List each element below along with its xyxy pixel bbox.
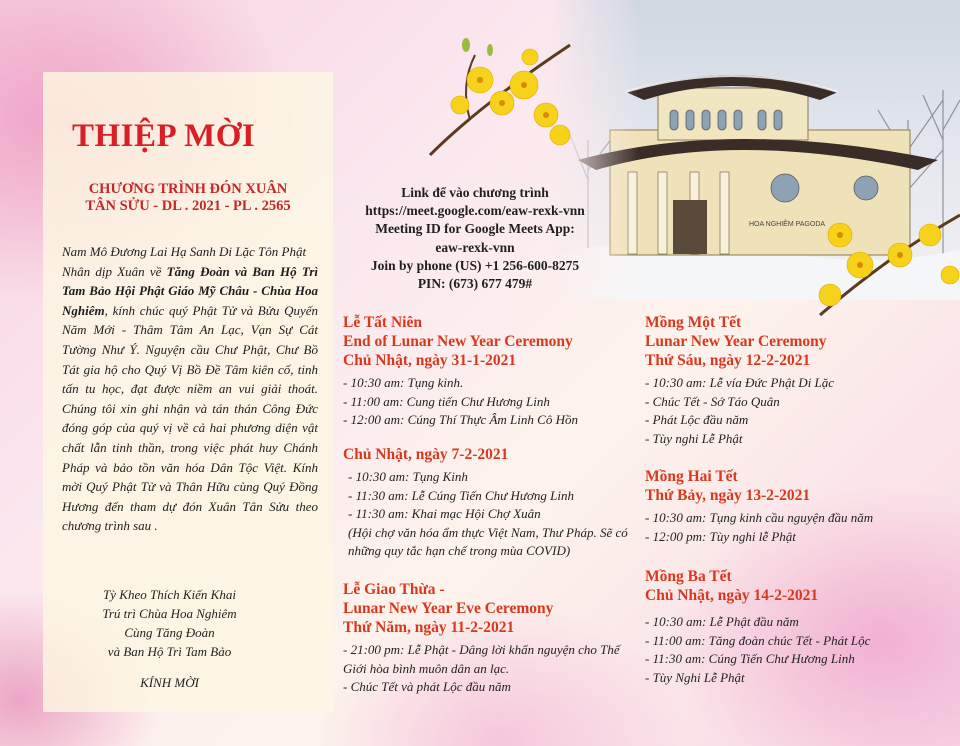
event-title: Lễ Tất Niên <box>343 314 422 331</box>
event-cn-7-2 <box>343 445 633 561</box>
program-heading <box>43 181 333 215</box>
list-item: - Tùy Nghi Lễ Phật <box>645 669 745 685</box>
list-item: - 11:30 am: Lễ Cúng Tiến Chư Hương Linh <box>348 487 574 503</box>
greeting-org-name: Tăng Đoàn và Ban Hộ Trì Tam Bảo Hội Phật Giáo Mỹ Châu - Chùa Hoa Nghiêm <box>62 263 319 318</box>
event-mong-mot <box>645 313 945 448</box>
list-item: - Tùy nghi Lễ Phật <box>645 430 743 446</box>
program-subtitle: TÂN SỬU - DL . 2021 - PL . 2565 <box>85 198 291 214</box>
link-label: Link để vào chương trình <box>401 185 549 200</box>
phone-line: Join by phone (US) +1 256-600-8275 <box>370 257 580 273</box>
signature-block <box>62 585 277 661</box>
event-title: Mồng Ba Tết <box>645 568 732 585</box>
list-item: - 10:30 am: Tụng Kinh <box>348 469 468 484</box>
online-link-block <box>345 184 605 293</box>
meeting-id-label: Meeting ID for Google Meets App: <box>375 221 575 237</box>
list-item: - 10:30 am: Lễ vía Đức Phật Di Lặc <box>645 375 835 390</box>
event-giao-thua <box>343 580 633 697</box>
greeting-body: Nhân dịp Xuân về Tăng Đoàn và Ban Hộ Trì Tam Bảo Hội Phật Giáo Mỹ Châu - Chùa Hoa Nghiêm, kính chúc quý Phật Tử và Bửu Quyến Năm Mới - Thâm Tâm An Lạc, Vạn Sự Cát Tường Như Ý. Nguyện cầu Chư Phật, Chư Bồ Tát gia hộ cho Quý Vị Bồ Đề Tâm kiên cố, tinh tấn tu học, đạt được niềm an vui giải thoát. Chúng tôi xin ghi nhận và tán thán Công Đức đóng góp của quý vị về cả hai phương diện vật chất lẫn tinh thần, trong việc phát huy Chánh Pháp và bảo tồn văn hóa Dân Tộc Việt. Kính mời Quý Phật Tử và Thân Hữu cùng Quý Đồng Hương đến tham dự đón Xuân Tân Sửu theo chương trình sau . <box>62 263 319 534</box>
list-item: - 21:00 pm: Lễ Phật - Dâng lời khấn nguyện cho Thế Giới hòa bình muôn dân an lạc. <box>343 642 620 676</box>
list-item: - 11:00 am: Tăng đoàn chúc Tết - Phát Lộc <box>645 632 871 648</box>
list-item: - 12:00 pm: Tùy nghi lễ Phật <box>645 528 796 544</box>
event-date: Chủ Nhật, ngày 31-1-2021 <box>343 352 517 369</box>
list-item: - Chúc Tết - Sớ Táo Quân <box>645 393 780 409</box>
list-item: - 10:30 am: Tụng kinh cầu nguyện đầu năm <box>645 510 874 525</box>
list-item: - Chúc Tết và phát Lộc đầu năm <box>343 679 511 694</box>
greeting-opening: Nam Mô Đương Lai Hạ Sanh Di Lặc Tôn Phật <box>62 244 307 259</box>
event-title: Lunar New Year Ceremony <box>645 333 827 350</box>
signature-line: Cùng Tăng Đoàn <box>124 625 215 640</box>
list-item: - 10:30 am: Lễ Phật đầu năm <box>645 614 799 629</box>
list-item: - 11:30 am: Cúng Tiến Chư Hương Linh <box>645 651 855 666</box>
pin-line: PIN: (673) 677 479# <box>417 276 533 292</box>
event-date: Chủ Nhật, ngày 7-2-2021 <box>343 446 509 463</box>
page-title: THIỆP MỜI <box>72 118 256 154</box>
closing-text: KÍNH MỜI <box>140 675 199 690</box>
event-title: End of Lunar New Year Ceremony <box>343 333 573 350</box>
program-title: CHƯƠNG TRÌNH ĐÓN XUÂN <box>88 181 288 197</box>
signature-line: Tỳ Kheo Thích Kiến Khai <box>103 587 236 602</box>
event-title: Lễ Giao Thừa - <box>343 581 445 598</box>
event-date: Thứ Bảy, ngày 13-2-2021 <box>645 487 811 504</box>
list-item: - 10:30 am: Tụng kinh. <box>343 375 464 390</box>
event-title: Mồng Hai Tết <box>645 468 738 485</box>
greeting-text <box>62 242 318 536</box>
event-tat-nien <box>343 313 643 430</box>
event-date: Chủ Nhật, ngày 14-2-2021 <box>645 587 819 604</box>
event-mong-hai <box>645 467 945 546</box>
list-item: - 12:00 am: Cúng Thí Thực Âm Linh Cô Hồn <box>343 412 578 427</box>
event-mong-ba <box>645 567 945 687</box>
meeting-id: eaw-rexk-vnn <box>435 239 515 255</box>
list-item: - 11:30 am: Khai mạc Hội Chợ Xuân <box>348 506 541 521</box>
event-title: Lunar New Year Eve Ceremony <box>343 600 554 617</box>
blossom-branch-top-icon <box>420 25 580 165</box>
list-item: - Phát Lộc đầu năm <box>645 412 749 427</box>
event-date: Thứ Sáu, ngày 12-2-2021 <box>645 352 811 369</box>
temple-sign: HOA NGHIÊM PAGODA <box>748 221 826 228</box>
list-item: - 11:00 am: Cung tiến Chư Hương Linh <box>343 393 550 409</box>
event-title: Mồng Một Tết <box>645 314 742 331</box>
signature-line: Trú trì Chùa Hoa Nghiêm <box>102 606 237 621</box>
event-date: Thứ Năm, ngày 11-2-2021 <box>343 619 515 636</box>
blossom-branch-right-icon <box>800 195 960 325</box>
signature-line: và Ban Hộ Trì Tam Bảo <box>107 644 232 659</box>
meet-url-link[interactable]: https://meet.google.com/eaw-rexk-vnn <box>365 203 585 219</box>
list-item: (Hội chợ văn hóa ẩm thực Việt Nam, Thư Pháp. Sẽ có những quy tắc hạn chế trong mùa COVID) <box>348 524 628 558</box>
